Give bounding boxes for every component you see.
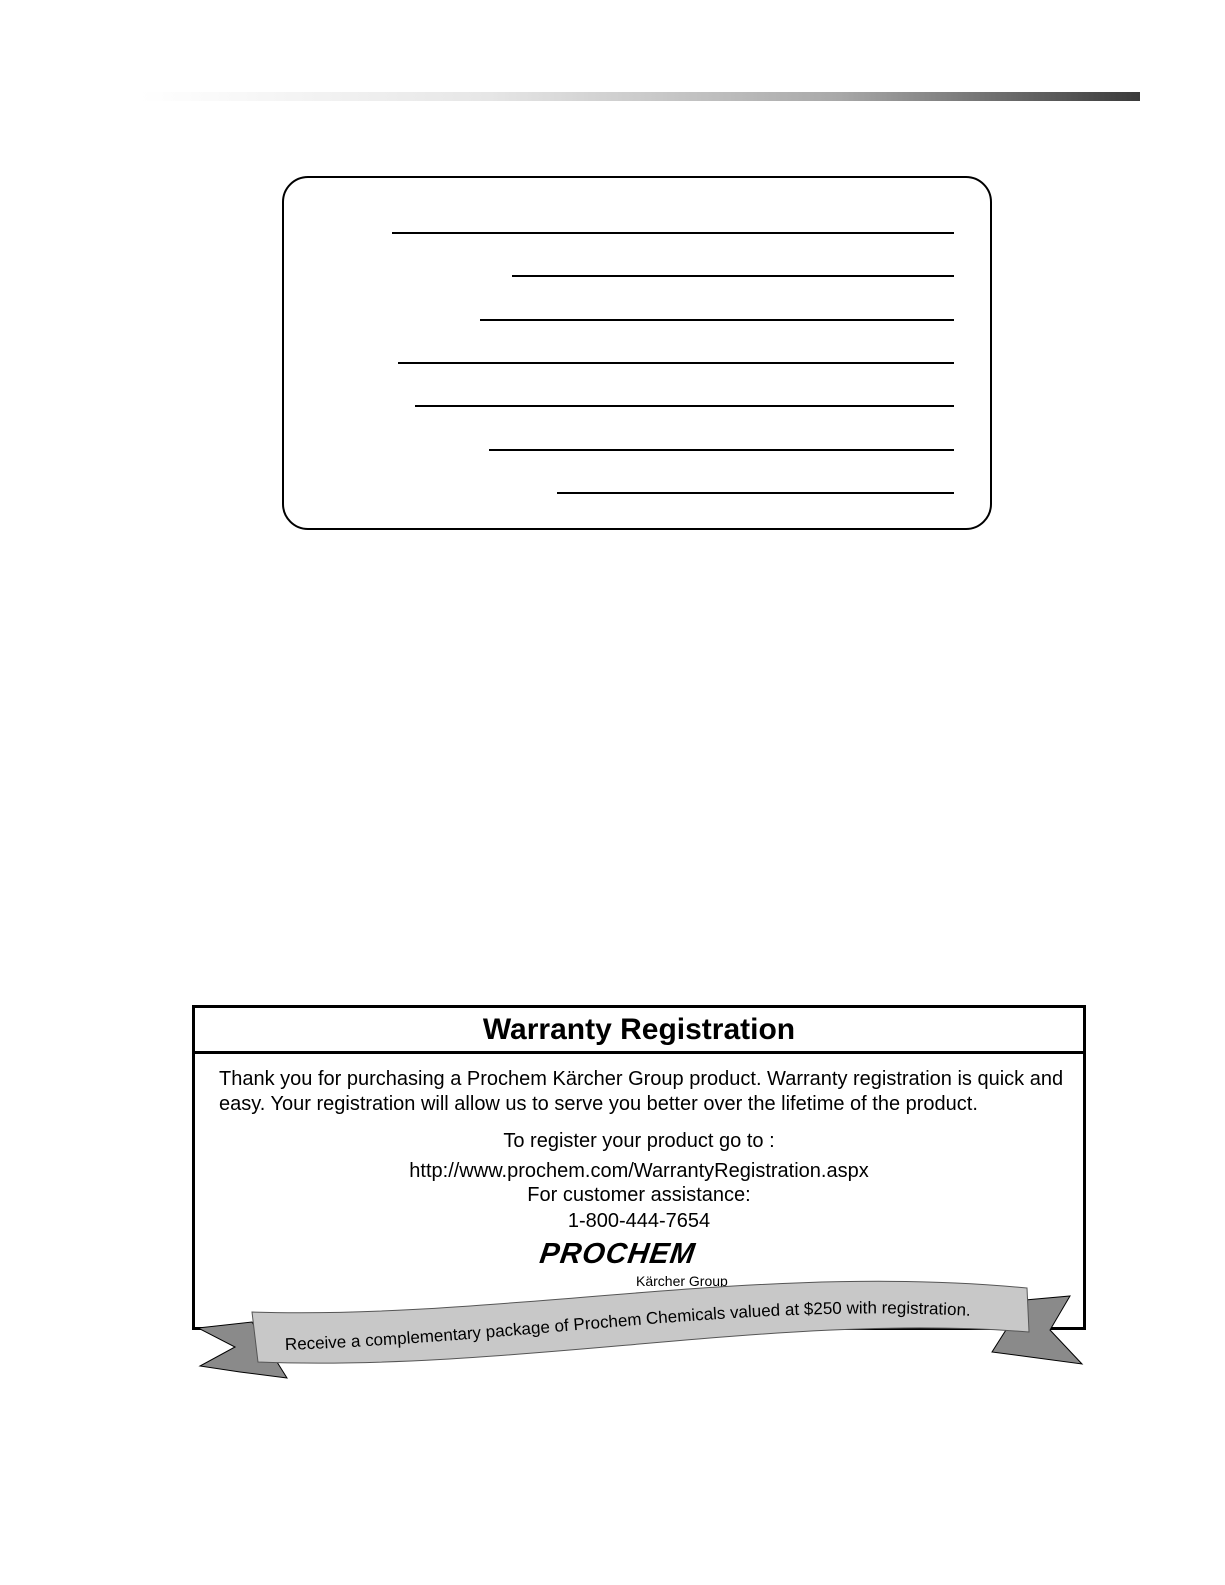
phone-number: 1-800-444-7654 bbox=[567, 1210, 711, 1232]
prochem-logo: PROCHEM bbox=[537, 1238, 698, 1270]
registration-url[interactable]: http://www.prochem.com/WarrantyRegistration.aspx bbox=[409, 1160, 869, 1182]
ribbon-text: Receive a complementary package of Prochem Chemicals valued at $250 with registration. bbox=[284, 1298, 972, 1354]
warranty-title: Warranty Registration bbox=[195, 1008, 1083, 1054]
logo-subtitle: Kärcher Group bbox=[636, 1273, 728, 1289]
warranty-intro: Thank you for purchasing a Prochem Kärcher Group product. Warranty registration is quick and easy. Your registration will allow us to serve you better over the lifetime of the product. bbox=[219, 1068, 1064, 1115]
register-label: To register your product go to : bbox=[503, 1130, 775, 1152]
assistance-label: For customer assistance: bbox=[527, 1184, 751, 1206]
